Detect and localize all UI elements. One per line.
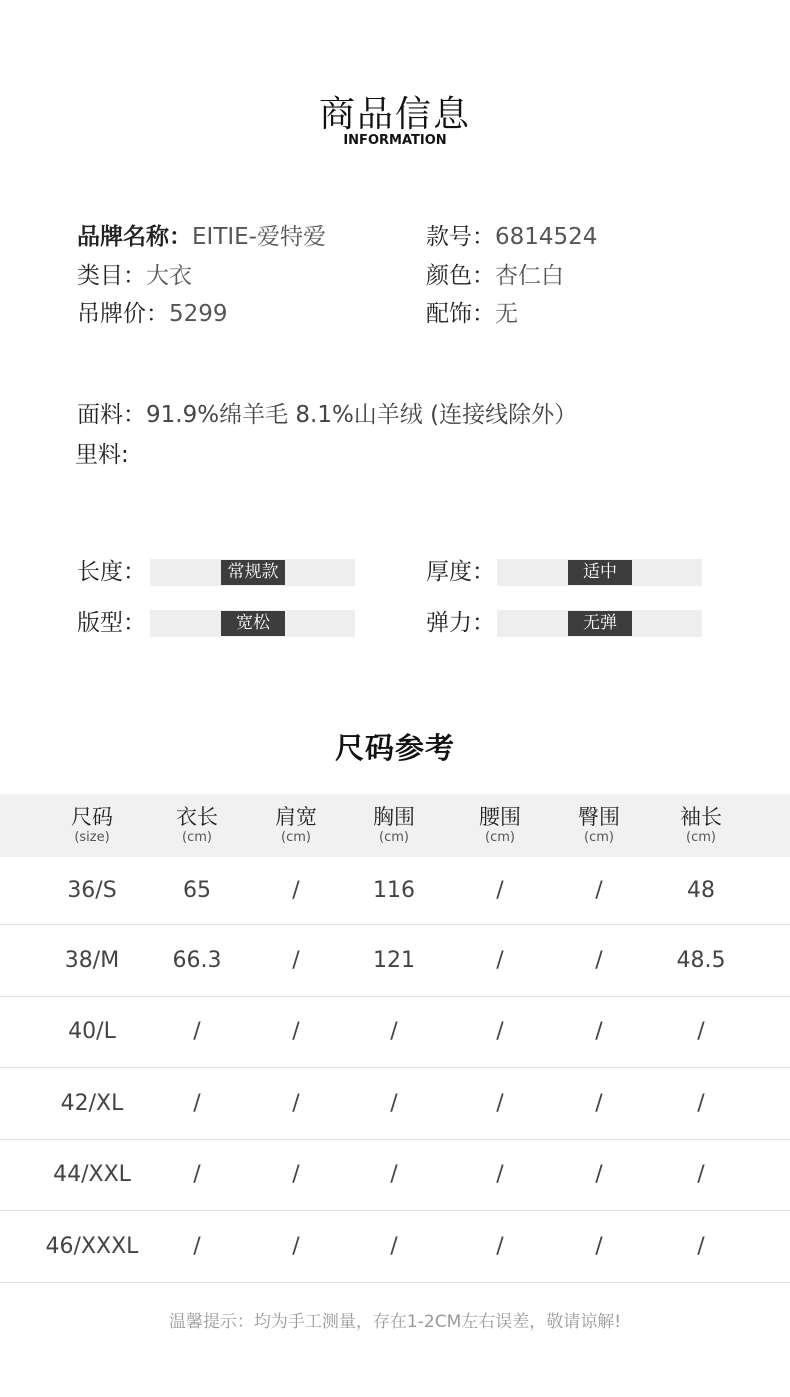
category-row: [77, 261, 192, 291]
size-cell: 46/XXXL: [45, 1234, 139, 1259]
fit-meter: [150, 610, 355, 637]
fabric-lining-row: [75, 440, 129, 470]
table-cell: /: [595, 1019, 603, 1044]
category-value: 大衣: [146, 263, 192, 289]
column-header-name: 衣长: [176, 805, 218, 829]
color-label: 颜色：: [426, 263, 495, 289]
column-header-name: 臀围: [578, 805, 620, 829]
table-row: [0, 925, 790, 997]
table-cell: /: [292, 1162, 300, 1187]
table-cell: /: [496, 1091, 504, 1116]
column-header-unit: (cm): [182, 830, 212, 845]
table-cell: /: [193, 1234, 201, 1259]
column-header-unit: (cm): [281, 830, 311, 845]
style-number-value: 6814524: [495, 224, 598, 250]
column-header: [334, 804, 454, 846]
fabric-outer-label: 面料：: [77, 402, 146, 428]
elasticity-meter-indicator: 无弹: [568, 611, 632, 636]
column-header-name: 胸围: [373, 805, 415, 829]
table-cell: 65: [183, 878, 211, 903]
table-cell: /: [390, 1019, 398, 1044]
table-cell: /: [496, 1019, 504, 1044]
length-meter: [150, 559, 355, 586]
style-number-label: 款号：: [426, 224, 495, 250]
table-cell: /: [496, 1234, 504, 1259]
fit-label: 版型：: [77, 610, 146, 636]
table-cell: /: [595, 948, 603, 973]
table-cell: /: [292, 878, 300, 903]
table-cell: /: [193, 1091, 201, 1116]
brand-row: [77, 222, 326, 252]
accessory-row: [426, 299, 518, 329]
accessory-value: 无: [495, 301, 518, 327]
column-header-name: 尺码: [71, 805, 113, 829]
column-header-unit: (cm): [379, 830, 409, 845]
elasticity-meter: [497, 610, 702, 637]
category-label: 类目：: [77, 263, 146, 289]
table-cell: /: [496, 1162, 504, 1187]
style-number-row: [426, 222, 597, 252]
price-row: [77, 299, 228, 329]
fit-meter-indicator: 宽松: [221, 611, 285, 636]
table-cell: /: [697, 1162, 705, 1187]
table-cell: /: [390, 1162, 398, 1187]
size-cell: 40/L: [68, 1019, 116, 1044]
column-header-name: 肩宽: [275, 805, 317, 829]
price-label: 吊牌价：: [77, 301, 169, 327]
thickness-label: 厚度：: [426, 559, 495, 585]
length-meter-indicator: 常规款: [221, 560, 285, 585]
table-cell: /: [292, 1091, 300, 1116]
column-header-unit: (cm): [584, 830, 614, 845]
table-row: [0, 1140, 790, 1211]
fabric-outer-row: [77, 400, 577, 430]
section-subtitle: INFORMATION: [343, 133, 447, 148]
table-cell: /: [496, 948, 504, 973]
table-cell: /: [595, 1162, 603, 1187]
table-cell: /: [390, 1091, 398, 1116]
table-row: [0, 997, 790, 1068]
table-cell: /: [595, 878, 603, 903]
section-title: 商品信息: [318, 94, 471, 135]
table-cell: /: [595, 1091, 603, 1116]
table-cell: 66.3: [172, 948, 222, 973]
table-cell: /: [697, 1019, 705, 1044]
table-cell: 121: [373, 948, 415, 973]
table-cell: /: [496, 878, 504, 903]
table-cell: 48: [687, 878, 715, 903]
measurement-note: 温馨提示：均为手工测量，存在1-2CM左右误差，敬请谅解!: [168, 1312, 622, 1332]
brand-value: EITIE-爱特爱: [192, 224, 326, 250]
size-cell: 42/XL: [60, 1091, 124, 1116]
column-header-unit: (size): [74, 830, 110, 845]
fabric-outer-value: 91.9%绵羊毛 8.1%山羊绒 (连接线除外）: [146, 402, 578, 428]
column-header: [641, 804, 761, 846]
color-value: 杏仁白: [495, 263, 564, 289]
table-cell: /: [292, 1019, 300, 1044]
fabric-lining-label: 里料:: [75, 442, 129, 468]
table-row: [0, 1211, 790, 1283]
table-row: [0, 1068, 790, 1140]
size-table-title: 尺码参考: [334, 731, 455, 765]
table-cell: /: [697, 1234, 705, 1259]
table-cell: /: [390, 1234, 398, 1259]
length-label: 长度：: [77, 559, 146, 585]
size-cell: 38/M: [64, 948, 120, 973]
column-header-unit: (cm): [686, 830, 716, 845]
brand-label: 品牌名称：: [77, 224, 192, 250]
elasticity-label: 弹力：: [426, 610, 495, 636]
table-cell: /: [193, 1162, 201, 1187]
table-cell: /: [292, 948, 300, 973]
table-cell: /: [193, 1019, 201, 1044]
table-cell: /: [697, 1091, 705, 1116]
table-cell: 48.5: [676, 948, 726, 973]
column-header-name: 袖长: [680, 805, 722, 829]
thickness-meter-indicator: 适中: [568, 560, 632, 585]
color-row: [426, 261, 564, 291]
table-cell: /: [595, 1234, 603, 1259]
price-value: 5299: [169, 301, 228, 327]
size-cell: 36/S: [67, 878, 117, 903]
table-cell: /: [292, 1234, 300, 1259]
thickness-meter: [497, 559, 702, 586]
column-header-unit: (cm): [485, 830, 515, 845]
accessory-label: 配饰：: [426, 301, 495, 327]
table-row: [0, 857, 790, 925]
column-header-name: 腰围: [479, 805, 521, 829]
size-cell: 44/XXL: [53, 1162, 131, 1187]
size-table-header: [0, 794, 790, 857]
table-cell: 116: [373, 878, 415, 903]
column-header: [32, 804, 152, 846]
